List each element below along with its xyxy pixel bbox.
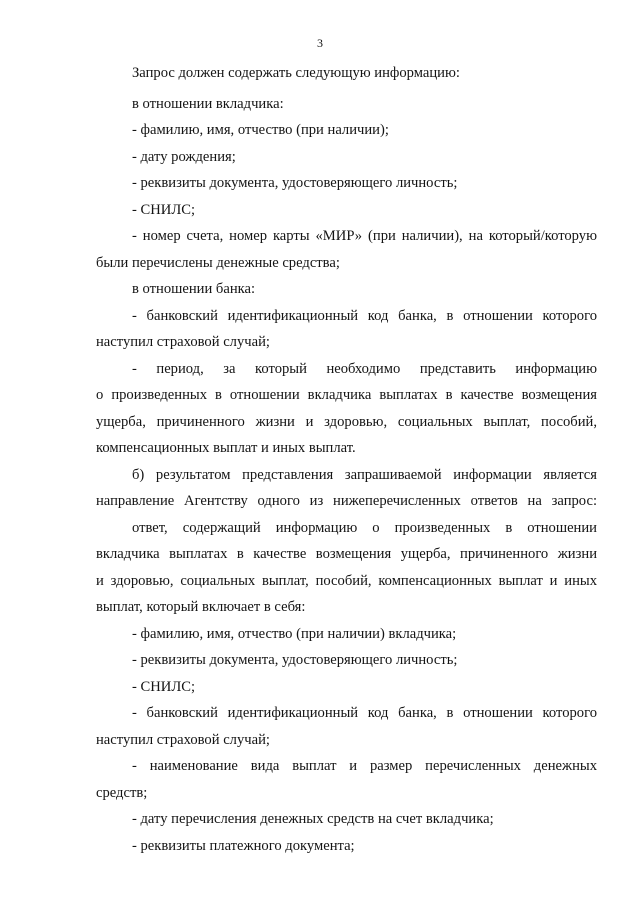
text-line: вкладчика выплатах в качестве возмещения ущерба, причиненного жизни	[96, 546, 597, 562]
text-line: - дату перечисления денежных средств на счет вкладчика;	[132, 811, 494, 827]
text-line: выплат, который включает в себя:	[96, 599, 306, 615]
text-line: - номер счета, номер карты «МИР» (при наличии), на который/которую	[132, 228, 597, 244]
text-line: Запрос должен содержать следующую информацию:	[132, 65, 460, 81]
text-line: - наименование вида выплат и размер перечисленных денежных	[132, 758, 597, 774]
text-line: ущерба, причиненного жизни и здоровью, социальных выплат, пособий,	[96, 414, 597, 430]
text-line: - банковский идентификационный код банка, в отношении которого	[132, 308, 597, 324]
text-line: б) результатом представления запрашиваемой информации является	[132, 467, 597, 483]
text-line: - СНИЛС;	[132, 679, 196, 695]
text-line: компенсационных выплат и иных выплат.	[96, 440, 356, 456]
text-line: - банковский идентификационный код банка, в отношении которого	[132, 705, 597, 721]
text-line: - период, за который необходимо представить информацию	[132, 361, 597, 377]
text-line: в отношении вкладчика:	[132, 96, 284, 112]
text-line: - фамилию, имя, отчество (при наличии);	[132, 122, 389, 138]
text-line: в отношении банка:	[132, 281, 256, 297]
text-line: ответ, содержащий информацию о произведенных в отношении	[132, 520, 597, 536]
text-line: - реквизиты платежного документа;	[132, 838, 355, 854]
text-line: средств;	[96, 785, 148, 801]
text-line: и здоровью, социальных выплат, пособий, компенсационных выплат и иных	[96, 573, 597, 589]
text-line: - реквизиты документа, удостоверяющего личность;	[132, 175, 458, 191]
text-line: о произведенных в отношении вкладчика выплатах в качестве возмещения	[96, 387, 597, 403]
text-line: - дату рождения;	[132, 149, 236, 165]
text-line: - СНИЛС;	[132, 202, 196, 218]
text-line: наступил страховой случай;	[96, 732, 270, 748]
page-number: 3	[317, 36, 323, 50]
text-line: были перечислены денежные средства;	[96, 255, 340, 271]
text-line: - фамилию, имя, отчество (при наличии) вкладчика;	[132, 626, 457, 642]
text-line: наступил страховой случай;	[96, 334, 270, 350]
text-line: - реквизиты документа, удостоверяющего личность;	[132, 652, 458, 668]
text-line: направление Агентству одного из нижеперечисленных ответов на запрос:	[96, 493, 597, 509]
